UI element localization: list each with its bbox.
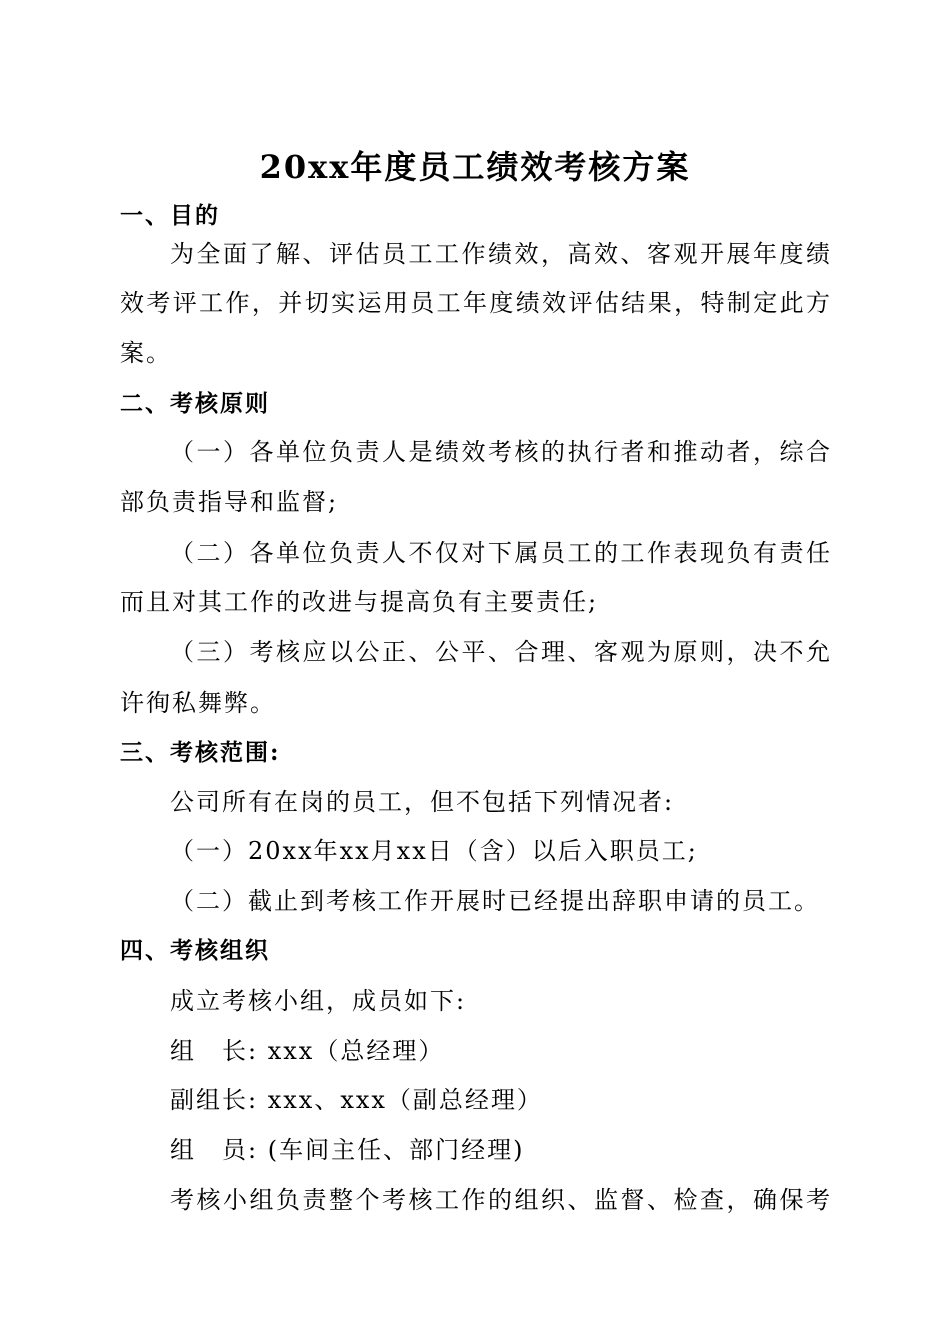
paragraph-line: 公司所有在岗的员工，但不包括下列情况者: (170, 788, 675, 816)
paragraph-line: 案。 (120, 339, 172, 367)
paragraph-line: 部负责指导和监督; (120, 488, 339, 516)
paragraph-line: 成立考核小组，成员如下: (170, 987, 467, 1015)
section-heading-scope: 三、考核范围: (120, 739, 281, 766)
paragraph-line: 许徇私舞弊。 (120, 689, 276, 717)
paragraph-line: 而且对其工作的改进与提高负有主要责任; (120, 588, 599, 616)
paragraph-line: （一）20xx年xx月xx日（含）以后入职员工; (170, 837, 698, 865)
paragraph-line: 效考评工作，并切实运用员工年度绩效评估结果，特制定此方 (120, 289, 830, 317)
section-heading-purpose: 一、目的 (120, 202, 220, 229)
paragraph-line: 副组长: xxx、xxx（副总经理） (170, 1086, 543, 1114)
document-title: 20xx年度员工绩效考核方案 (259, 148, 691, 186)
paragraph-line: 组 长: xxx（总经理） (170, 1037, 445, 1065)
paragraph-line: （一）各单位负责人是绩效考核的执行者和推动者，综合 (170, 438, 830, 466)
paragraph-line: 组 员: (车间主任、部门经理) (170, 1136, 525, 1164)
paragraph-line: 为全面了解、评估员工工作绩效，高效、客观开展年度绩 (170, 240, 830, 268)
section-heading-principles: 二、考核原则 (120, 390, 270, 417)
paragraph-line: （二）截止到考核工作开展时已经提出辞职申请的员工。 (170, 887, 820, 915)
paragraph-line: （三）考核应以公正、公平、合理、客观为原则，决不允 (170, 638, 830, 666)
paragraph-line: （二）各单位负责人不仅对下属员工的工作表现负有责任 (170, 539, 830, 567)
paragraph-line: 考核小组负责整个考核工作的组织、监督、检查，确保考 (170, 1186, 830, 1214)
section-heading-organization: 四、考核组织 (120, 937, 270, 964)
